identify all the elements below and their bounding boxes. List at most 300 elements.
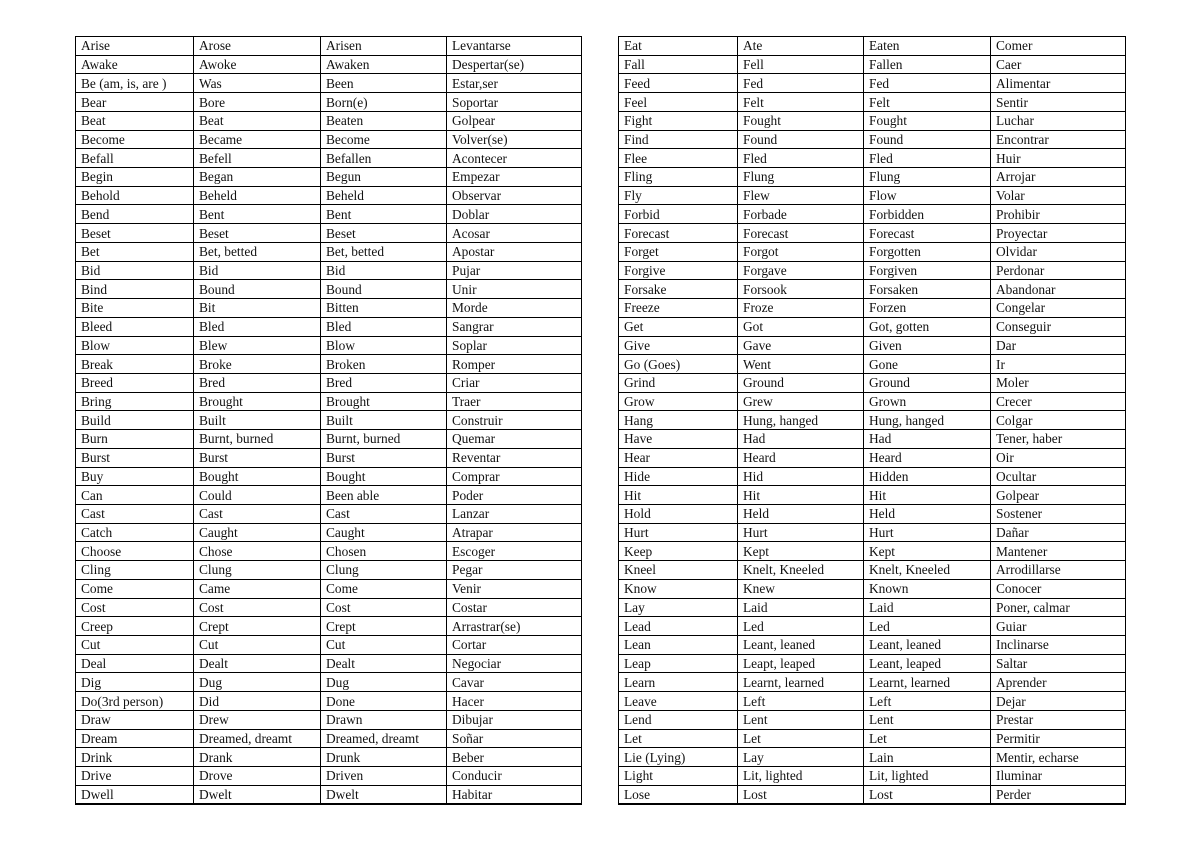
cell-spanish: Soportar — [447, 93, 582, 112]
cell-past-participle: Beheld — [321, 186, 447, 205]
cell-infinitive: Cost — [76, 598, 194, 617]
cell-spanish: Conseguir — [991, 317, 1126, 336]
table-row — [619, 729, 1126, 748]
cell-infinitive: Fall — [619, 55, 738, 74]
table-row — [76, 561, 582, 580]
table-row — [76, 111, 582, 130]
cell-past-participle: Left — [864, 692, 991, 711]
table-row — [76, 729, 582, 748]
cell-spanish: Encontrar — [991, 130, 1126, 149]
table-row — [76, 617, 582, 636]
cell-past-participle: Dreamed, dreamt — [321, 729, 447, 748]
table-row — [76, 149, 582, 168]
cell-past-simple: Caught — [194, 523, 321, 542]
cell-spanish: Comer — [991, 37, 1126, 56]
table-row — [76, 692, 582, 711]
cell-infinitive: Forecast — [619, 224, 738, 243]
cell-past-simple: Drank — [194, 748, 321, 767]
cell-past-participle: Hung, hanged — [864, 411, 991, 430]
cell-past-simple: Forgot — [738, 242, 864, 261]
cell-infinitive: Leap — [619, 654, 738, 673]
cell-spanish: Empezar — [447, 168, 582, 187]
cell-past-simple: Left — [738, 692, 864, 711]
table-row — [76, 299, 582, 318]
cell-past-simple: Built — [194, 411, 321, 430]
cell-past-simple: Heard — [738, 448, 864, 467]
cell-spanish: Arrojar — [991, 168, 1126, 187]
cell-spanish: Moler — [991, 373, 1126, 392]
table-row — [76, 467, 582, 486]
cell-past-participle: Let — [864, 729, 991, 748]
cell-infinitive: Deal — [76, 654, 194, 673]
cell-past-simple: Leapt, leaped — [738, 654, 864, 673]
cell-infinitive: Forget — [619, 242, 738, 261]
cell-past-simple: Ground — [738, 373, 864, 392]
cell-infinitive: Hang — [619, 411, 738, 430]
table-row — [76, 430, 582, 449]
cell-spanish: Unir — [447, 280, 582, 299]
table-row — [76, 280, 582, 299]
cell-past-simple: Forecast — [738, 224, 864, 243]
cell-past-simple: Bled — [194, 317, 321, 336]
table-row — [76, 748, 582, 767]
table-row — [619, 317, 1126, 336]
cell-past-simple: Knew — [738, 579, 864, 598]
cell-past-participle: Bled — [321, 317, 447, 336]
cell-infinitive: Cut — [76, 636, 194, 655]
cell-past-simple: Got — [738, 317, 864, 336]
cell-past-simple: Let — [738, 729, 864, 748]
cell-past-participle: Heard — [864, 448, 991, 467]
cell-past-participle: Lit, lighted — [864, 767, 991, 786]
cell-infinitive: Bid — [76, 261, 194, 280]
cell-spanish: Oir — [991, 448, 1126, 467]
cell-infinitive: Bend — [76, 205, 194, 224]
cell-past-simple: Began — [194, 168, 321, 187]
cell-infinitive: Do(3rd person) — [76, 692, 194, 711]
cell-past-simple: Awoke — [194, 55, 321, 74]
table-row — [76, 186, 582, 205]
cell-past-simple: Forgave — [738, 261, 864, 280]
cell-past-participle: Lain — [864, 748, 991, 767]
table-row — [76, 55, 582, 74]
cell-past-participle: Forgiven — [864, 261, 991, 280]
cell-past-participle: Forsaken — [864, 280, 991, 299]
cell-past-simple: Bound — [194, 280, 321, 299]
cell-spanish: Habitar — [447, 785, 582, 804]
cell-past-participle: Fled — [864, 149, 991, 168]
cell-past-simple: Lit, lighted — [738, 767, 864, 786]
cell-past-simple: Hurt — [738, 523, 864, 542]
cell-past-participle: Had — [864, 430, 991, 449]
cell-past-participle: Beset — [321, 224, 447, 243]
verb-table-left — [75, 36, 582, 805]
cell-spanish: Estar,ser — [447, 74, 582, 93]
cell-past-simple: Hid — [738, 467, 864, 486]
cell-past-simple: Fed — [738, 74, 864, 93]
cell-past-participle: Born(e) — [321, 93, 447, 112]
cell-past-simple: Drew — [194, 710, 321, 729]
cell-spanish: Poner, calmar — [991, 598, 1126, 617]
cell-past-simple: Fought — [738, 111, 864, 130]
cell-past-simple: Beat — [194, 111, 321, 130]
cell-spanish: Sentir — [991, 93, 1126, 112]
table-row — [619, 430, 1126, 449]
cell-spanish: Sangrar — [447, 317, 582, 336]
cell-infinitive: Awake — [76, 55, 194, 74]
cell-spanish: Volver(se) — [447, 130, 582, 149]
cell-infinitive: Dig — [76, 673, 194, 692]
table-row — [619, 523, 1126, 542]
cell-past-participle: Cut — [321, 636, 447, 655]
table-row — [619, 373, 1126, 392]
cell-past-participle: Given — [864, 336, 991, 355]
cell-infinitive: Bring — [76, 392, 194, 411]
table-row — [76, 355, 582, 374]
cell-past-simple: Bid — [194, 261, 321, 280]
cell-past-simple: Leant, leaned — [738, 636, 864, 655]
cell-past-simple: Flung — [738, 168, 864, 187]
table-row — [619, 37, 1126, 56]
cell-infinitive: Buy — [76, 467, 194, 486]
cell-past-simple: Dwelt — [194, 785, 321, 804]
cell-past-participle: Grown — [864, 392, 991, 411]
table-row — [619, 579, 1126, 598]
cell-infinitive: Begin — [76, 168, 194, 187]
table-row — [619, 654, 1126, 673]
cell-infinitive: Know — [619, 579, 738, 598]
table-row — [76, 504, 582, 523]
cell-spanish: Proyectar — [991, 224, 1126, 243]
cell-spanish: Soñar — [447, 729, 582, 748]
cell-past-participle: Brought — [321, 392, 447, 411]
cell-past-participle: Drawn — [321, 710, 447, 729]
cell-spanish: Luchar — [991, 111, 1126, 130]
cell-past-simple: Beset — [194, 224, 321, 243]
table-row — [76, 317, 582, 336]
cell-past-participle: Fought — [864, 111, 991, 130]
cell-infinitive: Bind — [76, 280, 194, 299]
cell-infinitive: Hurt — [619, 523, 738, 542]
table-row — [76, 579, 582, 598]
cell-past-participle: Ground — [864, 373, 991, 392]
cell-past-simple: Knelt, Kneeled — [738, 561, 864, 580]
cell-infinitive: Lie (Lying) — [619, 748, 738, 767]
cell-spanish: Pujar — [447, 261, 582, 280]
cell-past-participle: Crept — [321, 617, 447, 636]
cell-infinitive: Give — [619, 336, 738, 355]
cell-past-simple: Learnt, learned — [738, 673, 864, 692]
cell-past-participle: Bought — [321, 467, 447, 486]
cell-past-participle: Begun — [321, 168, 447, 187]
cell-past-simple: Burnt, burned — [194, 430, 321, 449]
table-row — [76, 673, 582, 692]
table-row — [619, 111, 1126, 130]
cell-spanish: Prohibir — [991, 205, 1126, 224]
cell-past-participle: Felt — [864, 93, 991, 112]
cell-past-simple: Became — [194, 130, 321, 149]
cell-past-simple: Had — [738, 430, 864, 449]
cell-past-simple: Drove — [194, 767, 321, 786]
cell-past-simple: Lent — [738, 710, 864, 729]
cell-past-simple: Clung — [194, 561, 321, 580]
cell-past-participle: Learnt, learned — [864, 673, 991, 692]
cell-infinitive: Hide — [619, 467, 738, 486]
cell-past-simple: Chose — [194, 542, 321, 561]
cell-spanish: Dar — [991, 336, 1126, 355]
table-row — [619, 205, 1126, 224]
table-row — [76, 636, 582, 655]
cell-past-simple: Hung, hanged — [738, 411, 864, 430]
cell-infinitive: Grow — [619, 392, 738, 411]
cell-past-participle: Eaten — [864, 37, 991, 56]
cell-spanish: Atrapar — [447, 523, 582, 542]
cell-past-participle: Gone — [864, 355, 991, 374]
cell-infinitive: Flee — [619, 149, 738, 168]
cell-past-participle: Hurt — [864, 523, 991, 542]
cell-infinitive: Bleed — [76, 317, 194, 336]
cell-past-participle: Lost — [864, 785, 991, 804]
cell-infinitive: Keep — [619, 542, 738, 561]
cell-infinitive: Freeze — [619, 299, 738, 318]
table-row — [619, 224, 1126, 243]
cell-past-simple: Dealt — [194, 654, 321, 673]
cell-past-participle: Bent — [321, 205, 447, 224]
cell-past-participle: Been — [321, 74, 447, 93]
table-row — [619, 448, 1126, 467]
cell-past-participle: Bitten — [321, 299, 447, 318]
cell-spanish: Dañar — [991, 523, 1126, 542]
cell-past-participle: Laid — [864, 598, 991, 617]
cell-infinitive: Beat — [76, 111, 194, 130]
cell-past-participle: Broken — [321, 355, 447, 374]
cell-infinitive: Bite — [76, 299, 194, 318]
cell-spanish: Costar — [447, 598, 582, 617]
cell-spanish: Olvidar — [991, 242, 1126, 261]
cell-past-simple: Went — [738, 355, 864, 374]
table-row — [619, 336, 1126, 355]
cell-past-participle: Leant, leaped — [864, 654, 991, 673]
cell-past-simple: Hit — [738, 486, 864, 505]
cell-past-simple: Beheld — [194, 186, 321, 205]
table-row — [76, 486, 582, 505]
cell-spanish: Dejar — [991, 692, 1126, 711]
table-row — [619, 55, 1126, 74]
cell-past-simple: Cast — [194, 504, 321, 523]
cell-past-simple: Cost — [194, 598, 321, 617]
cell-past-participle: Dealt — [321, 654, 447, 673]
cell-past-participle: Dwelt — [321, 785, 447, 804]
cell-past-participle: Bound — [321, 280, 447, 299]
cell-spanish: Levantarse — [447, 37, 582, 56]
table-row — [619, 149, 1126, 168]
cell-spanish: Acontecer — [447, 149, 582, 168]
cell-spanish: Escoger — [447, 542, 582, 561]
cell-spanish: Colgar — [991, 411, 1126, 430]
cell-past-simple: Dug — [194, 673, 321, 692]
cell-spanish: Iluminar — [991, 767, 1126, 786]
table-row — [76, 411, 582, 430]
table-row — [76, 242, 582, 261]
cell-spanish: Criar — [447, 373, 582, 392]
table-row — [76, 336, 582, 355]
cell-past-participle: Flung — [864, 168, 991, 187]
cell-infinitive: Arise — [76, 37, 194, 56]
cell-infinitive: Become — [76, 130, 194, 149]
cell-spanish: Perder — [991, 785, 1126, 804]
cell-spanish: Hacer — [447, 692, 582, 711]
cell-past-participle: Fallen — [864, 55, 991, 74]
cell-spanish: Mantener — [991, 542, 1126, 561]
table-row — [619, 467, 1126, 486]
cell-spanish: Arrastrar(se) — [447, 617, 582, 636]
verb-table-left-body — [76, 37, 582, 805]
table-row — [619, 186, 1126, 205]
cell-past-participle: Forecast — [864, 224, 991, 243]
cell-infinitive: Forbid — [619, 205, 738, 224]
cell-past-simple: Forsook — [738, 280, 864, 299]
cell-spanish: Prestar — [991, 710, 1126, 729]
cell-spanish: Negociar — [447, 654, 582, 673]
cell-spanish: Perdonar — [991, 261, 1126, 280]
cell-infinitive: Grind — [619, 373, 738, 392]
table-row — [619, 748, 1126, 767]
cell-infinitive: Come — [76, 579, 194, 598]
cell-past-simple: Lost — [738, 785, 864, 804]
cell-infinitive: Draw — [76, 710, 194, 729]
cell-infinitive: Lead — [619, 617, 738, 636]
cell-past-participle: Caught — [321, 523, 447, 542]
cell-infinitive: Cling — [76, 561, 194, 580]
cell-past-participle: Flow — [864, 186, 991, 205]
cell-past-participle: Awaken — [321, 55, 447, 74]
table-row — [76, 654, 582, 673]
cell-spanish: Morde — [447, 299, 582, 318]
cell-spanish: Crecer — [991, 392, 1126, 411]
cell-spanish: Dibujar — [447, 710, 582, 729]
cell-infinitive: Build — [76, 411, 194, 430]
cell-past-simple: Bit — [194, 299, 321, 318]
cell-infinitive: Lean — [619, 636, 738, 655]
cell-infinitive: Drive — [76, 767, 194, 786]
cell-past-participle: Leant, leaned — [864, 636, 991, 655]
table-row — [76, 373, 582, 392]
cell-past-participle: Burnt, burned — [321, 430, 447, 449]
cell-past-participle: Known — [864, 579, 991, 598]
cell-past-simple: Brought — [194, 392, 321, 411]
table-row — [619, 130, 1126, 149]
cell-past-simple: Broke — [194, 355, 321, 374]
cell-past-simple: Froze — [738, 299, 864, 318]
cell-infinitive: Dream — [76, 729, 194, 748]
cell-infinitive: Creep — [76, 617, 194, 636]
cell-infinitive: Burn — [76, 430, 194, 449]
cell-infinitive: Break — [76, 355, 194, 374]
cell-infinitive: Have — [619, 430, 738, 449]
cell-infinitive: Drink — [76, 748, 194, 767]
cell-past-simple: Bore — [194, 93, 321, 112]
cell-infinitive: Lose — [619, 785, 738, 804]
cell-infinitive: Catch — [76, 523, 194, 542]
cell-infinitive: Hit — [619, 486, 738, 505]
verb-table-right — [618, 36, 1126, 805]
cell-spanish: Volar — [991, 186, 1126, 205]
cell-past-simple: Felt — [738, 93, 864, 112]
cell-infinitive: Can — [76, 486, 194, 505]
cell-spanish: Beber — [447, 748, 582, 767]
cell-spanish: Despertar(se) — [447, 55, 582, 74]
cell-past-participle: Been able — [321, 486, 447, 505]
cell-infinitive: Lend — [619, 710, 738, 729]
cell-past-participle: Forgotten — [864, 242, 991, 261]
cell-infinitive: Forgive — [619, 261, 738, 280]
cell-past-participle: Beaten — [321, 111, 447, 130]
table-row — [619, 692, 1126, 711]
cell-spanish: Congelar — [991, 299, 1126, 318]
table-row — [619, 710, 1126, 729]
table-row — [76, 785, 582, 804]
cell-infinitive: Hear — [619, 448, 738, 467]
table-row — [76, 37, 582, 56]
cell-infinitive: Behold — [76, 186, 194, 205]
cell-past-simple: Bent — [194, 205, 321, 224]
cell-spanish: Lanzar — [447, 504, 582, 523]
cell-past-simple: Forbade — [738, 205, 864, 224]
cell-spanish: Ocultar — [991, 467, 1126, 486]
cell-past-simple: Dreamed, dreamt — [194, 729, 321, 748]
cell-past-simple: Led — [738, 617, 864, 636]
cell-past-simple: Bought — [194, 467, 321, 486]
cell-spanish: Conducir — [447, 767, 582, 786]
cell-past-simple: Arose — [194, 37, 321, 56]
cell-past-simple: Fell — [738, 55, 864, 74]
cell-past-simple: Cut — [194, 636, 321, 655]
table-row — [619, 617, 1126, 636]
table-row — [619, 168, 1126, 187]
table-row — [76, 392, 582, 411]
cell-past-participle: Knelt, Kneeled — [864, 561, 991, 580]
cell-infinitive: Be (am, is, are ) — [76, 74, 194, 93]
cell-spanish: Romper — [447, 355, 582, 374]
cell-infinitive: Bear — [76, 93, 194, 112]
cell-past-simple: Lay — [738, 748, 864, 767]
cell-past-participle: Clung — [321, 561, 447, 580]
cell-spanish: Conocer — [991, 579, 1126, 598]
table-row — [619, 636, 1126, 655]
cell-spanish: Observar — [447, 186, 582, 205]
table-row — [76, 523, 582, 542]
table-row — [619, 542, 1126, 561]
table-row — [76, 205, 582, 224]
cell-spanish: Huir — [991, 149, 1126, 168]
table-row — [619, 561, 1126, 580]
cell-spanish: Sostener — [991, 504, 1126, 523]
table-row — [76, 542, 582, 561]
cell-past-participle: Drunk — [321, 748, 447, 767]
verb-table-right-body — [619, 37, 1126, 805]
cell-spanish: Reventar — [447, 448, 582, 467]
cell-infinitive: Bet — [76, 242, 194, 261]
cell-past-simple: Kept — [738, 542, 864, 561]
cell-spanish: Comprar — [447, 467, 582, 486]
cell-spanish: Acosar — [447, 224, 582, 243]
cell-infinitive: Fight — [619, 111, 738, 130]
cell-spanish: Inclinarse — [991, 636, 1126, 655]
cell-spanish: Saltar — [991, 654, 1126, 673]
cell-past-participle: Blow — [321, 336, 447, 355]
cell-past-participle: Cost — [321, 598, 447, 617]
cell-past-participle: Come — [321, 579, 447, 598]
